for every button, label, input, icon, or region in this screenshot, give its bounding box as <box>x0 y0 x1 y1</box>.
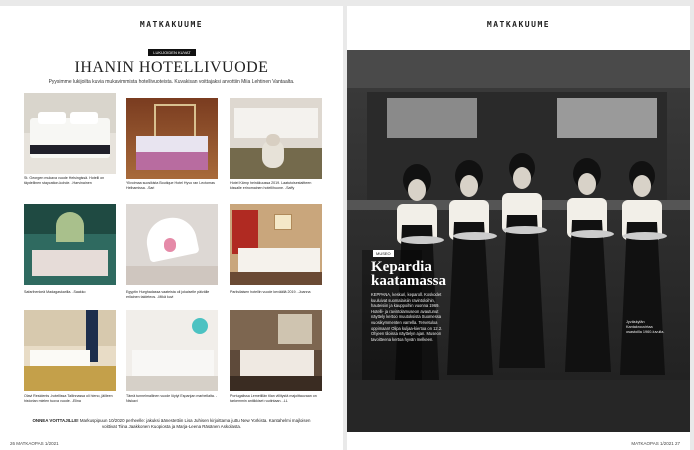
photo-caption: Portugalissa Lemetillän tilan villitystä majoittauvaan on tarkemmin antiikkiset ruutintaan. -LL <box>230 394 317 403</box>
bed-photo-7 <box>24 310 116 391</box>
bed-photo-3 <box>230 98 322 179</box>
bed-photo-5 <box>126 204 218 285</box>
page-folio-right: MATKAOPAS 1/2021 27 <box>631 441 680 446</box>
archive-photo <box>347 50 690 432</box>
photo-caption: Ylivoimaa suosikista Boutique Hotel Hyvo ran Lectomas Helhamissa. -Sari <box>126 181 215 190</box>
article-title: IHANIN HOTELLIVUODE <box>74 59 269 76</box>
article-lead: Pyysimme lukijoilta kuvia mukavimmista hotellivuoteista. Kuvakisan voittajaksi arvottiin Miia Lehtinen Vantaalta. <box>48 79 295 85</box>
photo-caption: Pariisilaisen hotellin vuode keväällä 2019. -Joanna <box>230 290 311 294</box>
photo-caption: Olavi Residents -hotellissa Tallinnassa oli hieno, jäilleen historian mielen tuova vuode. -Elina <box>24 394 113 403</box>
section-label: MUSEO <box>373 250 394 257</box>
bed-photo-6 <box>230 204 322 285</box>
bed-photo-9 <box>230 310 322 391</box>
left-page <box>0 6 343 450</box>
photo-caption: Hotel Kärnp heinäkuussa 2019. Laatutoisestaitteen kissalle erinomainen hotellihuone. -Saffy <box>230 181 312 190</box>
right-article-body: KEPPANA, keskuri, keparoll. Koskodet kuuluivat suomalaisiin ravintoloihin, hauteisiin ja kauppoihin vuonna 1969. Hotelli- ja ravintolamuseon avautunut näyttely kertoo muutoksista Suomessa vuosikymmenten varrella. Tervetuloa oppimaan! Olipa kuljaa-kiertoa on 12.2. Ohjeen tiloissa näyttelyn ajan. Museon tavoitteena kertoa hyvän melkeen. <box>371 292 443 342</box>
right-article-title <box>371 260 446 288</box>
photo-caption: Egyptin Hurghadassa vaateista oli jokaiselle päivälle erilainen taideteos. -Mikä kuvi <box>126 290 210 299</box>
bed-photo-2 <box>126 98 218 179</box>
page-folio-left: 26 MATKAOPAS 1/2021 <box>10 441 59 446</box>
winners-note <box>26 418 317 430</box>
right-page <box>347 6 690 450</box>
photo-caption: Safarihenkeä Madagaskarilla. -Saakko <box>24 290 86 294</box>
photo-caption: St. Georgen mukava vuode Helsingissä. Hotelli on täydellinen staycation-kohde. -Harvinainen <box>24 176 105 185</box>
bed-photo-1 <box>24 93 116 174</box>
magazine-header: MATKAKUUME <box>486 20 551 29</box>
photo-caption: Tämä tunnelmallinen vuode löytyi Espanjan marbellalta. -Niskavi <box>126 394 218 403</box>
bed-photo-8 <box>126 310 218 391</box>
bed-photo-4 <box>24 204 116 285</box>
magazine-header: MATKAKUUME <box>139 20 204 29</box>
winners-text: Markuspipuun 10/2020 perheelle: jakuksi äänestettiin Lisa Juhisen kirjoittama juttu New Yorkista. Kantahelmi majloisen voittivat Tiina Jaakkonen Kuopiosta ja Marja-Leena Räsänen Askolasta. <box>78 418 311 429</box>
winners-heading: ONNEA VOITTAJILLE! <box>32 418 79 423</box>
section-kicker: LUKIJOIDEN KUVAT <box>148 49 196 56</box>
photo-caption-right: Jyväskylän Kantakrouvirtaa osastoilla 1960-luvulla. <box>626 320 665 334</box>
title-line-1: Kepardia <box>371 259 432 275</box>
title-line-2: kaatamassa <box>371 273 447 289</box>
